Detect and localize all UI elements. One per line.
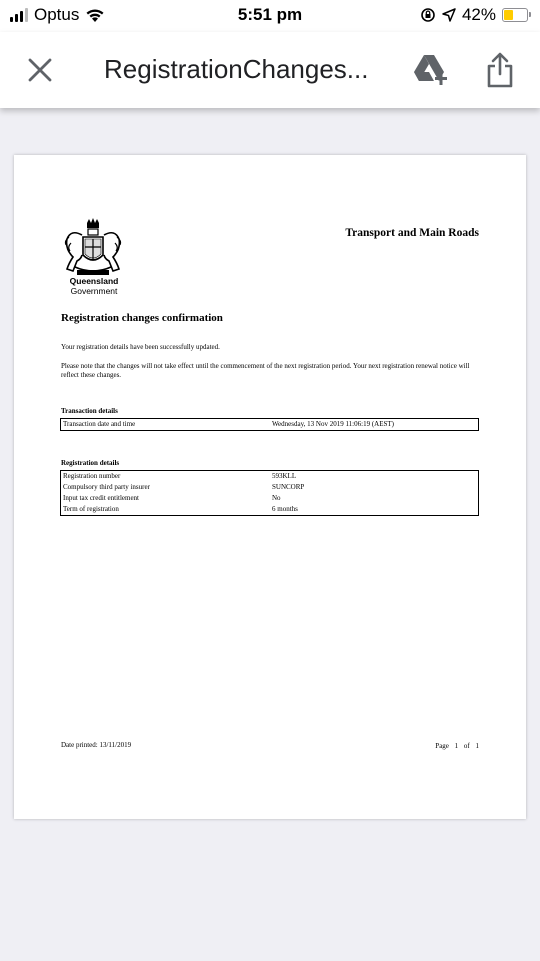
row-label: Registration number xyxy=(63,472,121,480)
gov-subtitle: Government xyxy=(70,286,118,296)
document-title: RegistrationChanges... xyxy=(104,54,369,84)
row-value: 6 months xyxy=(272,505,298,513)
row-value: 593KLL xyxy=(272,472,297,480)
transaction-details-table xyxy=(60,418,479,431)
notice-message: Please note that the changes will not take effect until the commencement of the next registration period. Your next registration renewal notice will reflect these changes. xyxy=(61,362,470,379)
page-number: Page 1 of 1 xyxy=(435,742,479,750)
carrier-name: Optus xyxy=(34,5,80,24)
table-row xyxy=(61,419,479,431)
confirmation-title: Registration changes confirmation xyxy=(61,312,223,324)
battery-fill xyxy=(504,10,513,20)
row-value: SUNCORP xyxy=(272,483,305,491)
row-label: Term of registration xyxy=(63,505,119,513)
battery-percent: 42% xyxy=(461,5,496,24)
status-time: 5:51 pm xyxy=(237,5,303,24)
transaction-details-heading: Transaction details xyxy=(61,407,118,415)
date-printed: Date printed: 13/11/2019 xyxy=(61,741,132,749)
row-label: Transaction date and time xyxy=(63,420,136,428)
orientation-lock-icon xyxy=(420,7,436,23)
add-to-drive-icon[interactable] xyxy=(413,54,449,86)
organization-name: Transport and Main Roads xyxy=(345,227,479,239)
table-row xyxy=(61,482,479,493)
registration-details-heading: Registration details xyxy=(61,459,120,467)
status-right xyxy=(420,5,528,25)
queensland-crest-logo xyxy=(61,215,125,277)
table-row xyxy=(61,471,479,483)
gov-name: Queensland xyxy=(69,276,119,286)
viewer-toolbar xyxy=(0,32,540,108)
close-icon[interactable] xyxy=(26,56,54,84)
battery-icon xyxy=(502,8,528,22)
table-row xyxy=(61,504,479,516)
row-label: Compulsory third party insurer xyxy=(63,483,150,491)
status-bar xyxy=(0,0,540,32)
pdf-page[interactable] xyxy=(14,155,526,819)
success-message: Your registration details have been successfully updated. xyxy=(61,343,220,351)
registration-details-table xyxy=(60,470,479,516)
share-icon[interactable] xyxy=(486,52,514,88)
row-value: No xyxy=(272,494,281,502)
row-value: Wednesday, 13 Nov 2019 11:06:19 (AEST) xyxy=(272,420,394,428)
table-row xyxy=(61,493,479,504)
location-icon xyxy=(442,8,456,22)
row-label: Input tax credit entitlement xyxy=(63,494,140,502)
